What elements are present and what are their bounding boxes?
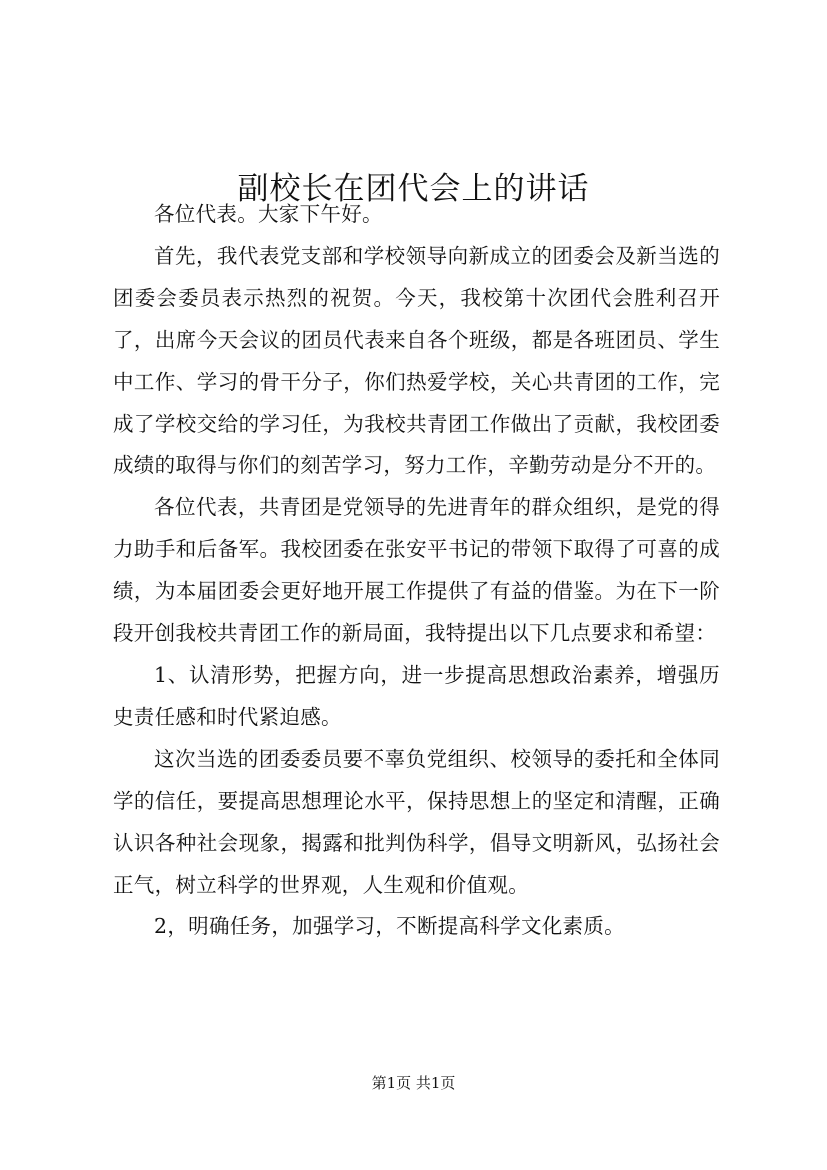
paragraph-requirements-intro: 各位代表，共青团是党领导的先进青年的群众组织，是党的得力助手和后备军。我校团委在张安平书记的带领下取得了可喜的成绩，为本届团委会更好地开展工作提供了有益的借鉴。为在下一阶段开创我校共青团工作的新局面，我特提出以下几点要求和希望：: [113, 495, 720, 646]
paragraph-point-2: 2，明确任务，加强学习，不断提高科学文化素质。: [154, 914, 625, 939]
paragraph-point-1: 1、认清形势，把握方向，进一步提高思想政治素养，增强历史责任感和时代紧迫感。: [113, 662, 720, 729]
paragraph-point-1-detail: 这次当选的团委委员要不辜负党组织、校领导的委托和全体同学的信任，要提高思想理论水平，保持思想上的坚定和清醒，正确认识各种社会现象，揭露和批判伪科学，倡导文明新风，弘扬社会正气，树立科学的世界观，人生观和价值观。: [113, 746, 720, 897]
page-footer: 第1页 共1页: [371, 1074, 456, 1092]
paragraph-congratulations: 首先，我代表党支部和学校领导向新成立的团委会及新当选的团委会委员表示热烈的祝贺。今天，我校第十次团代会胜利召开了，出席今天会议的团员代表来自各个班级，都是各班团员、学生中工作、学习的骨干分子，你们热爱学校，关心共青团的工作，完成了学校交给的学习任，为我校共青团工作做出了贡献，我校团委成绩的取得与你们的刻苦学习，努力工作，辛勤劳动是分不开的。: [113, 243, 720, 478]
document-body: [113, 194, 720, 948]
paragraph-greeting: 各位代表。大家下午好。: [154, 202, 383, 226]
document-title: 副校长在团代会上的讲话: [237, 170, 590, 207]
